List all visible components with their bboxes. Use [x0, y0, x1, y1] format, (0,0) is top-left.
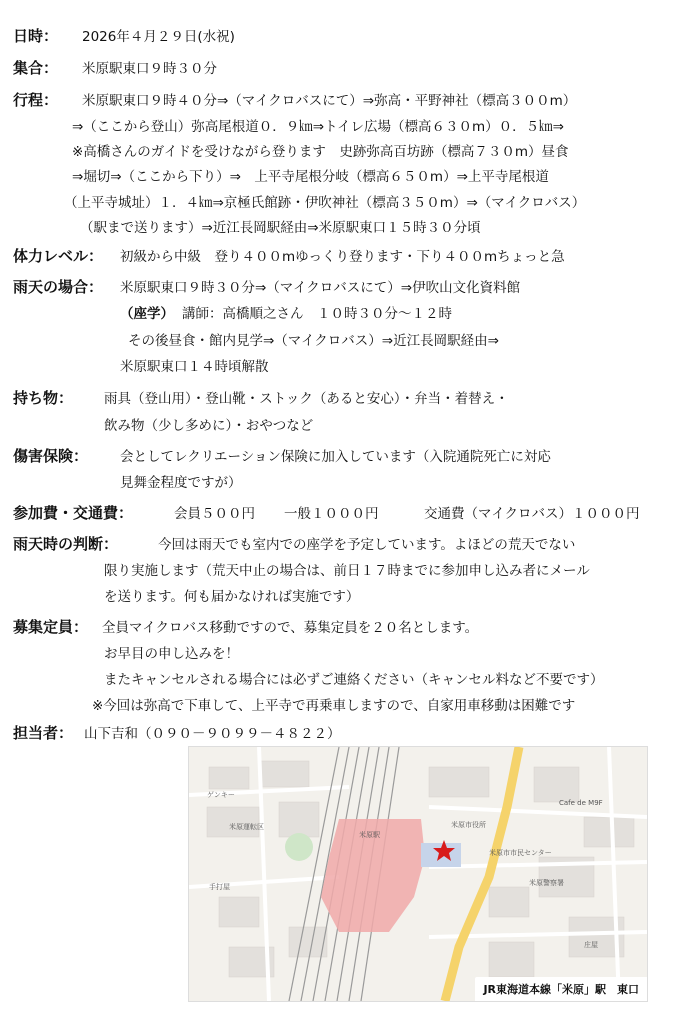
map-label: 米原運転区: [229, 823, 264, 831]
rain-label: 雨天の場合：: [13, 278, 104, 296]
contact-label: 担当者：: [13, 724, 74, 742]
capacity-note: ※今回は弥高で下車して、上平寺で再乗車しますので、自家用車移動は困難です: [92, 698, 576, 714]
meeting-value: 米原駅東口９時３０分: [82, 61, 217, 77]
itinerary-line: ⇒堀切⇒（ここから下り）⇒ 上平寺尾根分岐（標高６５０m）⇒上平寺尾根道: [72, 169, 549, 185]
station-map: [188, 746, 648, 1002]
insurance-line: 見舞金程度ですが）: [120, 475, 242, 491]
itinerary-line: 米原駅東口９時４０分⇒（マイクロバスにて）⇒弥高・平野神社（標高３００m）: [82, 93, 577, 109]
map-label: Cafe de M9F: [559, 799, 603, 807]
items-label: 持ち物：: [13, 389, 74, 407]
fee-general: 一般１０００円: [284, 506, 379, 522]
capacity-line: お早目の申し込みを！: [104, 646, 239, 662]
rain-decision-line: を送ります。何も届かなければ実施です）: [104, 589, 360, 605]
map-caption: JR東海道本線「米原」駅 東口: [475, 977, 647, 1001]
rain-line: 米原駅東口９時３０分⇒（マイクロバスにて）⇒伊吹山文化資料館: [120, 280, 521, 296]
itinerary-line: （上平寺城址）１．４㎞⇒京極氏館跡・伊吹神社（標高３５０m）⇒（マイクロバス）: [64, 195, 586, 211]
meeting-label: 集合：: [13, 59, 59, 77]
map-label: 米原駅: [359, 831, 380, 839]
capacity-line: 全員マイクロバス移動ですので、募集定員を２０名とします。: [102, 620, 479, 636]
lecture-tag: （座学）: [120, 306, 174, 322]
map-label: 庄屋: [584, 941, 598, 949]
insurance-label: 傷害保険：: [13, 447, 89, 465]
date-value: 2026年４月２９日(水祝): [82, 29, 235, 45]
map-graphic: [189, 747, 647, 1001]
map-label: 米原市市民センター: [489, 849, 552, 857]
insurance-line: 会としてレクリエーション保険に加入しています（入院通院死亡に対応: [120, 449, 551, 465]
map-label: 米原警察署: [529, 879, 564, 887]
fee-transport: 交通費（マイクロバス）１０００円: [424, 506, 640, 522]
itinerary-line: （駅まで送ります）⇒近江長岡駅経由⇒米原駅東口１５時３０分頃: [80, 220, 481, 236]
fee-member: 会員５００円: [174, 506, 255, 522]
fitness-label: 体力レベル：: [13, 247, 104, 265]
contact-value: 山下吉和（０９０－９０９９－４８２２）: [84, 726, 341, 742]
map-label: ゲンキー: [207, 791, 235, 799]
date-label: 日時：: [13, 27, 59, 45]
items-line: 雨具（登山用）・登山靴・ストック（あると安心）・弁当・着替え・: [104, 391, 509, 407]
itinerary-line: ※高橋さんのガイドを受けながら登ります 史跡弥高百坊跡（標高７３０m）昼食: [72, 144, 569, 160]
rain-decision-label: 雨天時の判断：: [13, 535, 119, 553]
rain-line: その後昼食・館内見学⇒（マイクロバス）⇒近江長岡駅経由⇒: [128, 333, 499, 349]
rain-decision-line: 限り実施します（荒天中止の場合は、前日１７時までに参加申し込み者にメール: [104, 563, 590, 579]
map-label: 米原市役所: [451, 821, 486, 829]
items-line: 飲み物（少し多めに）・おやつなど: [104, 418, 314, 434]
rain-line: 米原駅東口１４時頃解散: [120, 359, 269, 375]
itinerary-label: 行程：: [13, 91, 59, 109]
fitness-value: 初級から中級 登り４００mゆっくり登ります・下り４００mちょっと急: [120, 249, 565, 265]
itinerary-line: ⇒（ここから登山）弥高尾根道０．９㎞⇒トイレ広場（標高６３０m）０．５㎞⇒: [72, 119, 564, 135]
lecture-detail: 講師：高橋順之さん １０時３０分～１２時: [182, 306, 452, 322]
capacity-line: またキャンセルされる場合には必ずご連絡ください（キャンセル料など不要です）: [104, 672, 604, 688]
map-label: 手打屋: [209, 883, 230, 891]
capacity-label: 募集定員：: [13, 618, 89, 636]
fee-label: 参加費・交通費：: [13, 504, 134, 522]
rain-decision-line: 今回は雨天でも室内での座学を予定しています。よほどの荒天でない: [158, 537, 576, 553]
